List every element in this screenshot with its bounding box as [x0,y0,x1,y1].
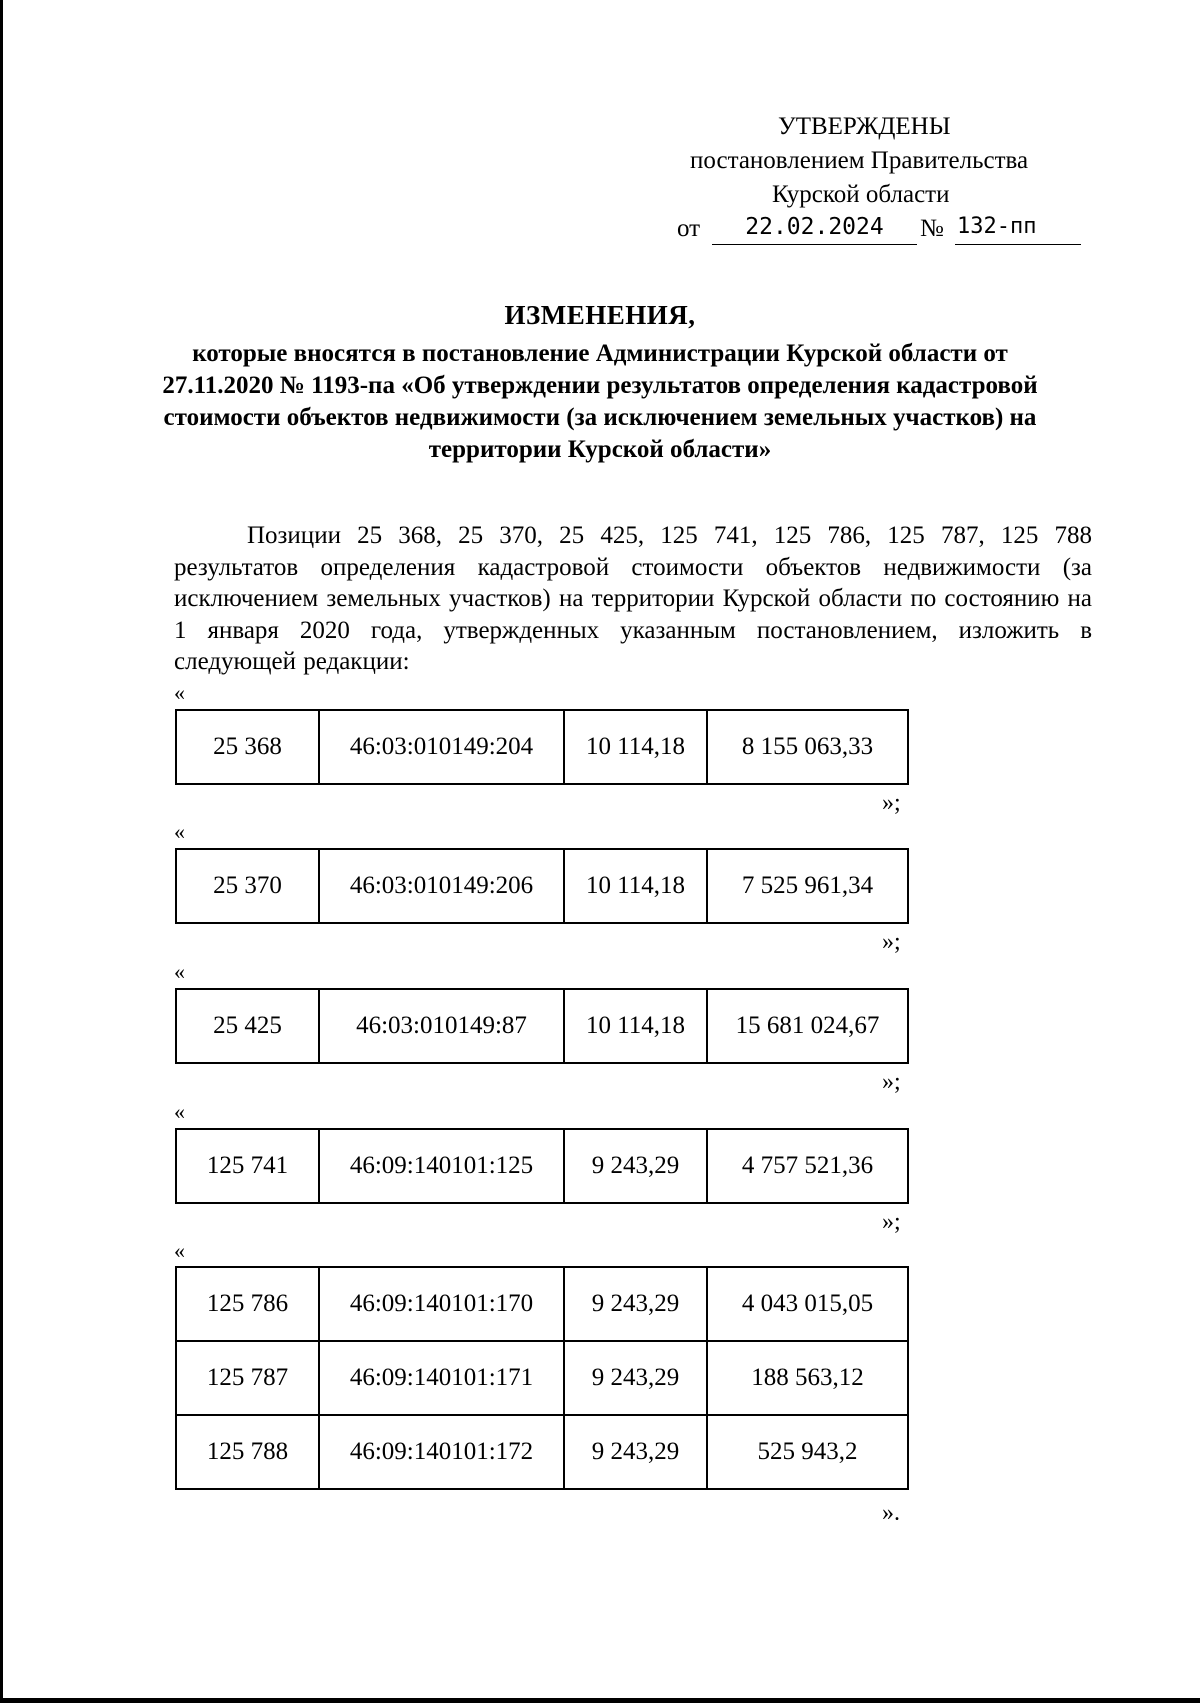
date-prefix: от [677,215,701,242]
approval-date-line [677,212,1087,248]
approval-stamp: УТВЕРЖДЕНЫ [778,113,951,140]
table-row [176,989,908,1063]
document-subtitle: которые вносятся в постановление Администрации Курской области от 27.11.2020 № 1193-па «Об утверждении результатов определения кадастровой стоимости объектов недвижимости (за исключением земельных участков) на территории Курской области» [162,340,1038,463]
cadastral-number-cell: 46:03:010149:87 [319,989,564,1063]
cadastral-value-cell: 15 681 024,67 [707,989,908,1063]
position-cell: 125 787 [176,1341,319,1415]
scan-edge-bottom [0,1698,1200,1703]
quote-open: « [174,680,185,705]
cadastral-value-cell: 4 757 521,36 [707,1129,908,1203]
scan-edge-left [0,0,3,1703]
quote-close: »; [882,1209,901,1235]
cadastral-number-cell: 46:09:140101:171 [319,1341,564,1415]
table-row [176,1267,908,1341]
specific-value-cell: 9 243,29 [564,1415,707,1489]
approval-authority: постановлением Правительства [690,147,1029,174]
table-row [176,1129,908,1203]
approval-region: Курской области [772,181,950,208]
table-row [176,1415,908,1489]
positions-table-2 [175,848,909,924]
quote-close-final: ». [882,1500,900,1526]
position-cell: 125 788 [176,1415,319,1489]
table-row [176,849,908,923]
specific-value-cell: 10 114,18 [564,849,707,923]
approval-number: 132-пп [955,212,1081,245]
cadastral-number-cell: 46:03:010149:206 [319,849,564,923]
position-cell: 25 368 [176,710,319,784]
quote-open: « [174,959,185,984]
quote-close: »; [882,790,901,816]
document-title: ИЗМЕНЕНИЯ, [504,300,696,330]
specific-value-cell: 9 243,29 [564,1341,707,1415]
cadastral-number-cell: 46:03:010149:204 [319,710,564,784]
cadastral-number-cell: 46:09:140101:170 [319,1267,564,1341]
cadastral-number-cell: 46:09:140101:125 [319,1129,564,1203]
position-cell: 25 425 [176,989,319,1063]
quote-open: « [174,1099,185,1124]
table-row [176,1341,908,1415]
quote-open: « [174,819,185,844]
quote-open: « [174,1238,185,1263]
title-block [150,298,1050,466]
cadastral-number-cell: 46:09:140101:172 [319,1415,564,1489]
specific-value-cell: 9 243,29 [564,1129,707,1203]
cadastral-value-cell: 188 563,12 [707,1341,908,1415]
table-row [176,710,908,784]
quote-close: »; [882,1069,901,1095]
positions-table-3 [175,988,909,1064]
position-cell: 125 741 [176,1129,319,1203]
cadastral-value-cell: 4 043 015,05 [707,1267,908,1341]
positions-table-5 [175,1266,909,1490]
quote-close: »; [882,929,901,955]
body-paragraph: Позиции 25 368, 25 370, 25 425, 125 741, 125 786, 125 787, 125 788 результатов определения кадастровой стоимости объектов недвижимости (за исключением земельных участков) на территории Курской области по состоянию на 1 января 2020 года, утвержденных указанным постановлением, изложить в следующей редакции: [174,522,1092,675]
specific-value-cell: 10 114,18 [564,710,707,784]
specific-value-cell: 9 243,29 [564,1267,707,1341]
position-cell: 25 370 [176,849,319,923]
cadastral-value-cell: 8 155 063,33 [707,710,908,784]
cadastral-value-cell: 525 943,2 [707,1415,908,1489]
specific-value-cell: 10 114,18 [564,989,707,1063]
number-sign: № [920,215,944,242]
approval-date: 22.02.2024 [712,212,917,245]
position-cell: 125 786 [176,1267,319,1341]
cadastral-value-cell: 7 525 961,34 [707,849,908,923]
positions-table-1 [175,709,909,785]
positions-table-4 [175,1128,909,1204]
